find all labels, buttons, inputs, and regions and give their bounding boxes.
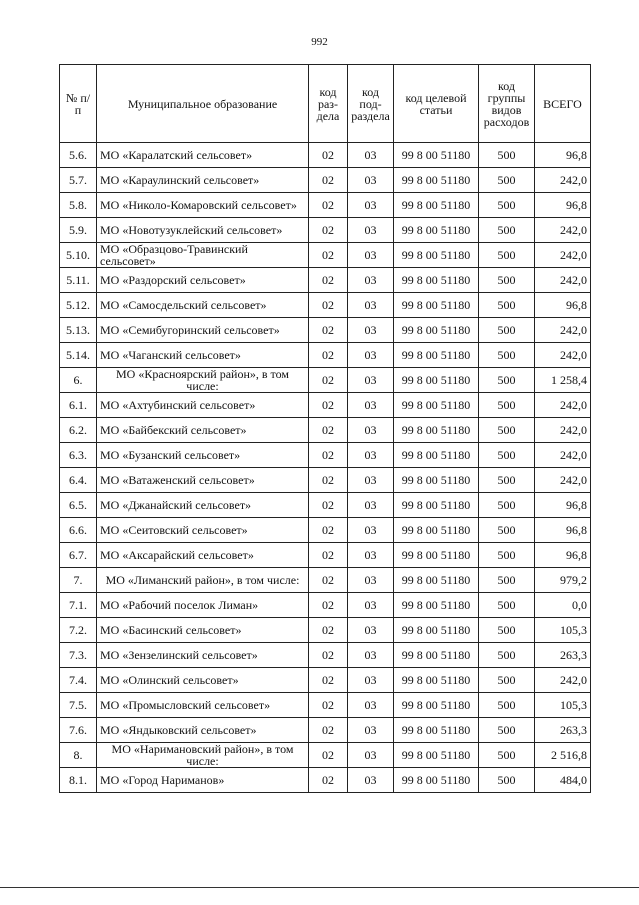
target-code: 99 8 00 51180 (394, 168, 479, 193)
table-row (60, 268, 591, 293)
expense-group-code: 500 (479, 218, 535, 243)
expense-group-code: 500 (479, 393, 535, 418)
row-number: 5.9. (60, 218, 97, 243)
table-row (60, 643, 591, 668)
section-code: 02 (309, 518, 348, 543)
expense-group-code: 500 (479, 568, 535, 593)
header-section-code: код раз-дела (309, 65, 348, 143)
municipality-name: МО «Каралатский сельсовет» (97, 143, 309, 168)
target-code: 99 8 00 51180 (394, 543, 479, 568)
section-code: 02 (309, 693, 348, 718)
total-amount: 242,0 (535, 218, 591, 243)
page-bottom-rule (0, 887, 639, 888)
subsection-code: 03 (348, 293, 394, 318)
row-number: 7.1. (60, 593, 97, 618)
table-row (60, 543, 591, 568)
table-row (60, 393, 591, 418)
subsection-code: 03 (348, 618, 394, 643)
subsection-code: 03 (348, 568, 394, 593)
total-amount: 105,3 (535, 618, 591, 643)
municipality-name: МО «Зензелинский сельсовет» (97, 643, 309, 668)
total-amount: 242,0 (535, 268, 591, 293)
row-number: 5.10. (60, 243, 97, 268)
municipality-name: МО «Самосдельский сельсовет» (97, 293, 309, 318)
row-number: 6.7. (60, 543, 97, 568)
section-code: 02 (309, 593, 348, 618)
target-code: 99 8 00 51180 (394, 643, 479, 668)
table-row (60, 168, 591, 193)
table-header-row (60, 65, 591, 143)
target-code: 99 8 00 51180 (394, 668, 479, 693)
target-code: 99 8 00 51180 (394, 318, 479, 343)
total-amount: 263,3 (535, 718, 591, 743)
row-number: 7.4. (60, 668, 97, 693)
target-code: 99 8 00 51180 (394, 143, 479, 168)
total-amount: 979,2 (535, 568, 591, 593)
header-total: ВСЕГО (535, 65, 591, 143)
target-code: 99 8 00 51180 (394, 443, 479, 468)
target-code: 99 8 00 51180 (394, 718, 479, 743)
section-code: 02 (309, 443, 348, 468)
table-row (60, 468, 591, 493)
subsection-code: 03 (348, 693, 394, 718)
total-amount: 96,8 (535, 193, 591, 218)
expense-group-code: 500 (479, 693, 535, 718)
expense-group-code: 500 (479, 318, 535, 343)
subsection-code: 03 (348, 543, 394, 568)
expense-group-code: 500 (479, 768, 535, 793)
expense-group-code: 500 (479, 618, 535, 643)
row-number: 5.8. (60, 193, 97, 218)
subsection-code: 03 (348, 243, 394, 268)
row-number: 7.5. (60, 693, 97, 718)
row-number: 6. (60, 368, 97, 393)
section-code: 02 (309, 543, 348, 568)
subsection-code: 03 (348, 393, 394, 418)
row-number: 7.2. (60, 618, 97, 643)
subsection-code: 03 (348, 168, 394, 193)
expense-group-code: 500 (479, 168, 535, 193)
section-code: 02 (309, 143, 348, 168)
section-code: 02 (309, 393, 348, 418)
section-code: 02 (309, 193, 348, 218)
municipality-name: МО «Ахтубинский сельсовет» (97, 393, 309, 418)
target-code: 99 8 00 51180 (394, 743, 479, 768)
target-code: 99 8 00 51180 (394, 343, 479, 368)
table-row (60, 568, 591, 593)
total-amount: 96,8 (535, 543, 591, 568)
section-code: 02 (309, 243, 348, 268)
total-amount: 242,0 (535, 168, 591, 193)
subsection-code: 03 (348, 418, 394, 443)
table-row (60, 343, 591, 368)
row-number: 7. (60, 568, 97, 593)
subsection-code: 03 (348, 593, 394, 618)
table-row (60, 218, 591, 243)
target-code: 99 8 00 51180 (394, 568, 479, 593)
row-number: 5.11. (60, 268, 97, 293)
expense-group-code: 500 (479, 643, 535, 668)
header-target-code: код целевой статьи (394, 65, 479, 143)
page-number: 992 (311, 36, 328, 48)
section-code: 02 (309, 468, 348, 493)
municipality-name: МО «Раздорский сельсовет» (97, 268, 309, 293)
subsection-code: 03 (348, 768, 394, 793)
municipality-name: МО «Николо-Комаровский сельсовет» (97, 193, 309, 218)
row-number: 6.3. (60, 443, 97, 468)
expense-group-code: 500 (479, 543, 535, 568)
total-amount: 96,8 (535, 518, 591, 543)
header-expense-group-code: код группы видов расходов (479, 65, 535, 143)
total-amount: 242,0 (535, 468, 591, 493)
section-code: 02 (309, 618, 348, 643)
row-number: 6.4. (60, 468, 97, 493)
subsection-code: 03 (348, 643, 394, 668)
table-row (60, 318, 591, 343)
expense-group-code: 500 (479, 593, 535, 618)
subsection-code: 03 (348, 193, 394, 218)
row-number: 6.6. (60, 518, 97, 543)
subsection-code: 03 (348, 493, 394, 518)
table-row (60, 418, 591, 443)
municipality-name: МО «Караулинский сельсовет» (97, 168, 309, 193)
section-code: 02 (309, 493, 348, 518)
target-code: 99 8 00 51180 (394, 218, 479, 243)
total-amount: 105,3 (535, 693, 591, 718)
total-amount: 242,0 (535, 318, 591, 343)
section-code: 02 (309, 368, 348, 393)
table-row (60, 193, 591, 218)
municipality-name: МО «Байбекский сельсовет» (97, 418, 309, 443)
subsection-code: 03 (348, 443, 394, 468)
section-code: 02 (309, 218, 348, 243)
section-code: 02 (309, 743, 348, 768)
expense-group-code: 500 (479, 368, 535, 393)
target-code: 99 8 00 51180 (394, 618, 479, 643)
expense-group-code: 500 (479, 293, 535, 318)
target-code: 99 8 00 51180 (394, 368, 479, 393)
municipality-name: МО «Город Нариманов» (97, 768, 309, 793)
expense-group-code: 500 (479, 418, 535, 443)
row-number: 5.14. (60, 343, 97, 368)
table-row (60, 743, 591, 768)
subsection-code: 03 (348, 468, 394, 493)
target-code: 99 8 00 51180 (394, 293, 479, 318)
table-row (60, 593, 591, 618)
total-amount: 96,8 (535, 293, 591, 318)
target-code: 99 8 00 51180 (394, 393, 479, 418)
expense-group-code: 500 (479, 718, 535, 743)
table-row (60, 143, 591, 168)
expense-group-code: 500 (479, 443, 535, 468)
total-amount: 1 258,4 (535, 368, 591, 393)
expense-group-code: 500 (479, 193, 535, 218)
table-row (60, 368, 591, 393)
subsection-code: 03 (348, 718, 394, 743)
table-row (60, 668, 591, 693)
row-number: 5.7. (60, 168, 97, 193)
municipality-name: МО «Олинский сельсовет» (97, 668, 309, 693)
target-code: 99 8 00 51180 (394, 518, 479, 543)
municipality-name: МО «Аксарайский сельсовет» (97, 543, 309, 568)
municipality-name: МО «Бузанский сельсовет» (97, 443, 309, 468)
municipality-name: МО «Рабочий поселок Лиман» (97, 593, 309, 618)
row-number: 7.3. (60, 643, 97, 668)
expense-group-code: 500 (479, 743, 535, 768)
target-code: 99 8 00 51180 (394, 593, 479, 618)
total-amount: 242,0 (535, 393, 591, 418)
target-code: 99 8 00 51180 (394, 193, 479, 218)
row-number: 6.1. (60, 393, 97, 418)
municipality-name: МО «Джанайский сельсовет» (97, 493, 309, 518)
table-row (60, 518, 591, 543)
section-code: 02 (309, 768, 348, 793)
row-number: 5.13. (60, 318, 97, 343)
section-code: 02 (309, 643, 348, 668)
municipality-name: МО «Промысловский сельсовет» (97, 693, 309, 718)
municipality-name: МО «Сеитовский сельсовет» (97, 518, 309, 543)
target-code: 99 8 00 51180 (394, 693, 479, 718)
expense-group-code: 500 (479, 518, 535, 543)
subsection-code: 03 (348, 668, 394, 693)
section-code: 02 (309, 168, 348, 193)
municipality-name: МО «Лиманский район», в том числе: (97, 568, 309, 593)
subsection-code: 03 (348, 218, 394, 243)
subsection-code: 03 (348, 318, 394, 343)
table-row (60, 293, 591, 318)
table-row (60, 243, 591, 268)
header-subsection-code: код под-раздела (348, 65, 394, 143)
total-amount: 2 516,8 (535, 743, 591, 768)
expense-group-code: 500 (479, 243, 535, 268)
expense-group-code: 500 (479, 143, 535, 168)
expense-group-code: 500 (479, 343, 535, 368)
row-number: 5.12. (60, 293, 97, 318)
expense-group-code: 500 (479, 668, 535, 693)
section-code: 02 (309, 268, 348, 293)
expense-group-code: 500 (479, 493, 535, 518)
subsection-code: 03 (348, 268, 394, 293)
target-code: 99 8 00 51180 (394, 768, 479, 793)
expense-group-code: 500 (479, 468, 535, 493)
total-amount: 0,0 (535, 593, 591, 618)
target-code: 99 8 00 51180 (394, 243, 479, 268)
total-amount: 242,0 (535, 418, 591, 443)
municipality-name: МО «Чаганский сельсовет» (97, 343, 309, 368)
total-amount: 242,0 (535, 668, 591, 693)
section-code: 02 (309, 418, 348, 443)
table-row (60, 768, 591, 793)
table-row (60, 718, 591, 743)
header-municipality: Муниципальное образование (97, 65, 309, 143)
total-amount: 96,8 (535, 143, 591, 168)
section-code: 02 (309, 318, 348, 343)
row-number: 5.6. (60, 143, 97, 168)
total-amount: 242,0 (535, 443, 591, 468)
header-num: № п/п (60, 65, 97, 143)
section-code: 02 (309, 568, 348, 593)
target-code: 99 8 00 51180 (394, 418, 479, 443)
section-code: 02 (309, 343, 348, 368)
table-row (60, 693, 591, 718)
total-amount: 242,0 (535, 343, 591, 368)
total-amount: 242,0 (535, 243, 591, 268)
section-code: 02 (309, 668, 348, 693)
row-number: 6.5. (60, 493, 97, 518)
table-row (60, 493, 591, 518)
subsection-code: 03 (348, 518, 394, 543)
total-amount: 484,0 (535, 768, 591, 793)
row-number: 6.2. (60, 418, 97, 443)
municipality-name: МО «Семибугоринский сельсовет» (97, 318, 309, 343)
row-number: 7.6. (60, 718, 97, 743)
subsection-code: 03 (348, 743, 394, 768)
target-code: 99 8 00 51180 (394, 468, 479, 493)
municipality-name: МО «Новотузуклейский сельсовет» (97, 218, 309, 243)
total-amount: 263,3 (535, 643, 591, 668)
table-row (60, 443, 591, 468)
subsection-code: 03 (348, 143, 394, 168)
municipality-name: МО «Красноярский район», в том числе: (97, 368, 309, 393)
municipality-name: МО «Наримановский район», в том числе: (97, 743, 309, 768)
table-row (60, 618, 591, 643)
subsection-code: 03 (348, 343, 394, 368)
budget-allocation-table (59, 64, 591, 793)
municipality-name: МО «Ватаженский сельсовет» (97, 468, 309, 493)
subsection-code: 03 (348, 368, 394, 393)
total-amount: 96,8 (535, 493, 591, 518)
row-number: 8.1. (60, 768, 97, 793)
target-code: 99 8 00 51180 (394, 268, 479, 293)
municipality-name: МО «Басинский сельсовет» (97, 618, 309, 643)
target-code: 99 8 00 51180 (394, 493, 479, 518)
section-code: 02 (309, 718, 348, 743)
section-code: 02 (309, 293, 348, 318)
row-number: 8. (60, 743, 97, 768)
municipality-name: МО «Яндыковский сельсовет» (97, 718, 309, 743)
municipality-name: МО «Образцово-Травинский сельсовет» (97, 243, 309, 268)
expense-group-code: 500 (479, 268, 535, 293)
